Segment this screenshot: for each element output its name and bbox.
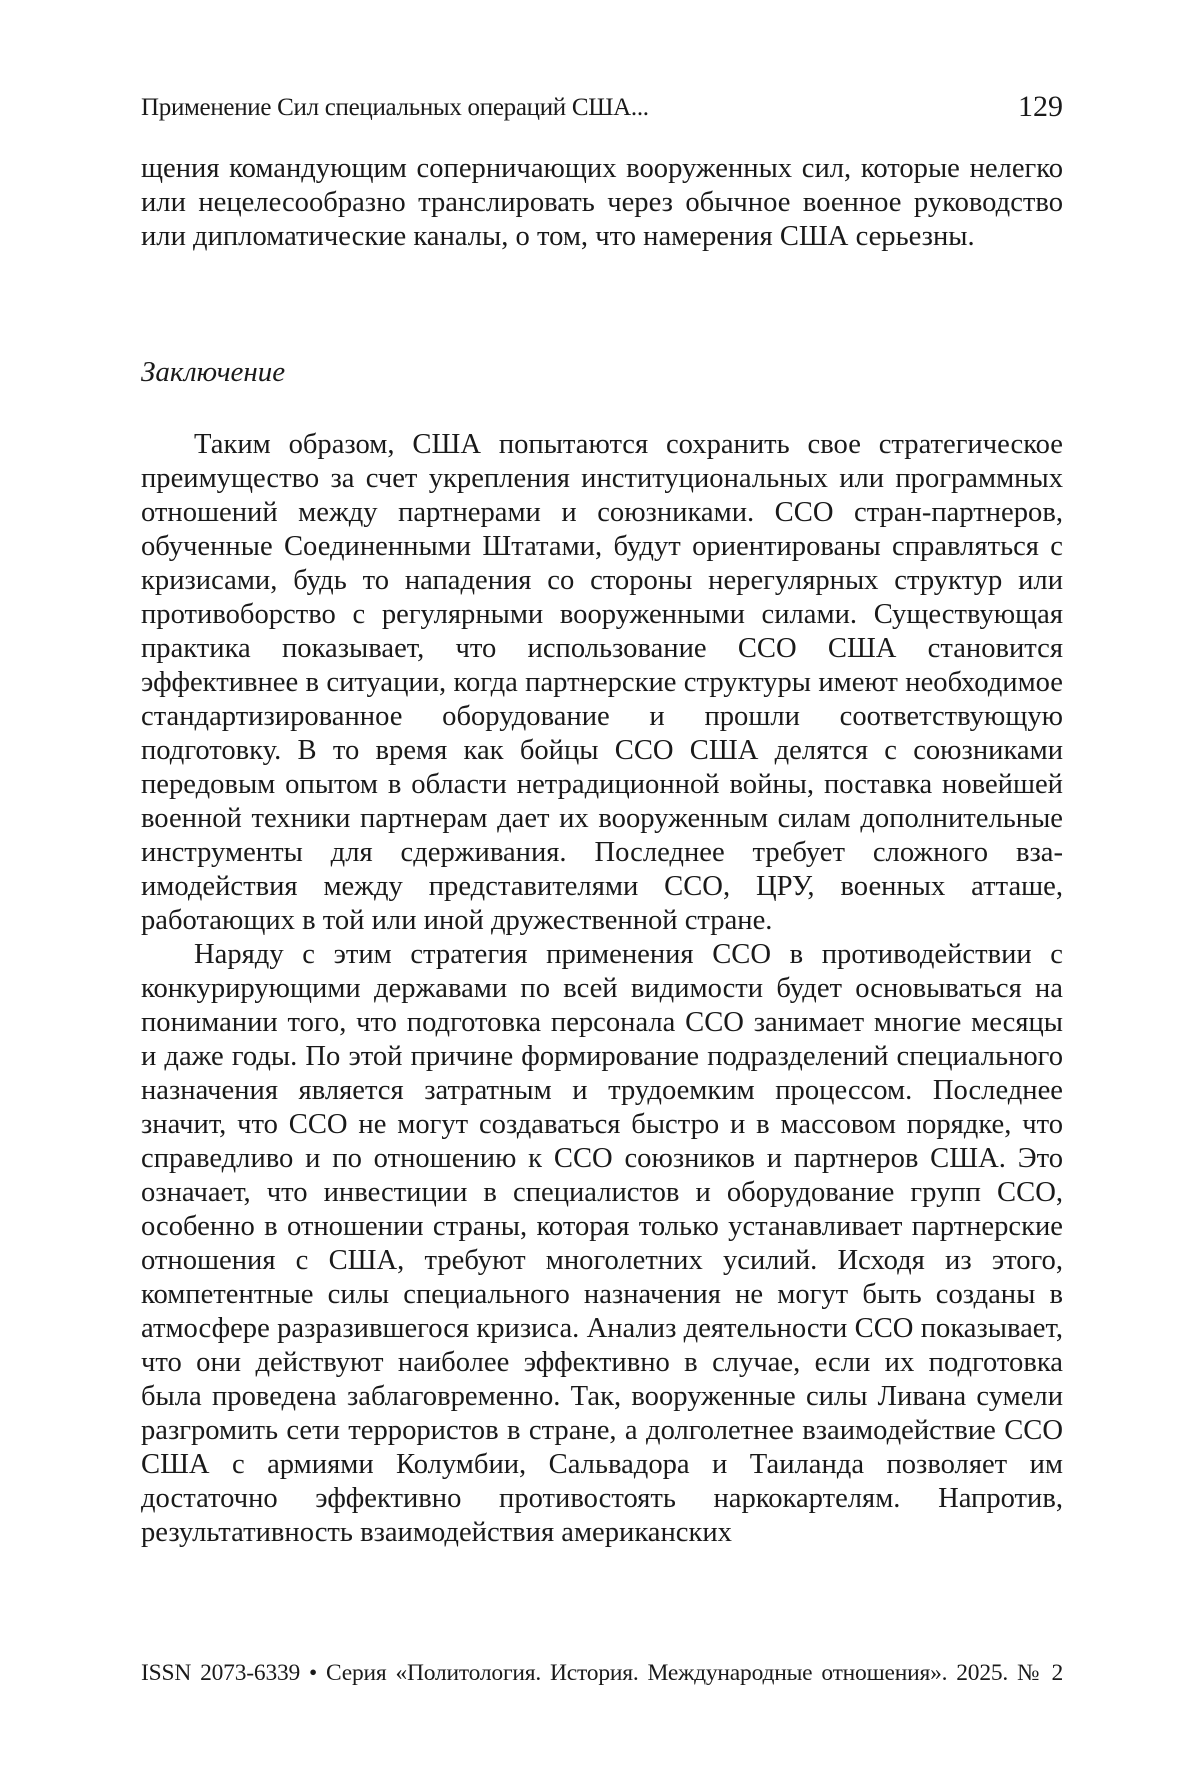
continued-paragraph: щения командующим соперничающих вооруженных сил, которые нелегко или нецелесообразно транслировать через обычное воен­ное руководство или дипломатические каналы, о том, что намере­ния США серьезны. (141, 152, 1063, 254)
page-number: 129 (1018, 90, 1063, 124)
journal-page (141, 0, 1063, 1780)
continued-paragraph-block (141, 152, 1063, 254)
running-head (141, 90, 1063, 130)
running-title: Применение Сил специальных операций США... (141, 94, 649, 122)
section-heading: Заключение (141, 356, 285, 389)
journal-footer: ISSN 2073-6339 • Серия «Политология. История. Международные отношения». 2025. № 2 (141, 1660, 1063, 1687)
conclusion-section (141, 428, 1063, 1550)
paragraph: Наряду с этим стратегия применения ССО в противодействии с конкурирующими державами по всей видимости будет основы­ваться на понимании того, что подготовка персонала ССО занимает многие месяцы и даже годы. По этой причине формирование подраз­делений специального назначения является затратным и трудоем­ким процессом. Последнее значит, что ССО не могут создаваться быстро и в массовом порядке, что справедливо и по отношению к ССО союзников и партнеров США. Это означает, что инвестиции в специалистов и оборудование групп ССО, особенно в отношении страны, которая только устанавливает партнерские отношения с США, требуют многолетних усилий. Исходя из этого, компетентные силы специального назначения не могут быть созданы в атмосфере разразившегося кризиса. Анализ деятельности ССО показывает, что они действуют наиболее эффективно в случае, если их подготовка была проведена заблаговременно. Так, вооруженные силы Ливана сумели разгромить сети террористов в стране, а долголетнее взаимо­действие ССО США с армиями Колумбии, Сальвадора и Таиланда позволяет им достаточно эффективно противостоять наркокарте­лям. Напротив, результативность взаимодействия американских (141, 938, 1063, 1550)
paragraph: Таким образом, США попытаются сохранить свое стратеги­ческое преимущество за счет укрепления институциональных или программных отношений между партнерами и союзниками. ССО стран-партнеров, обученные Соединенными Штатами, будут ори­ентированы справляться с кризисами, будь то нападения со сто­роны нерегулярных структур или противоборство с регулярными вооруженными силами. Существующая практика показывает, что использование ССО США становится эффективнее в ситуации, когда партнерские структуры имеют необходимое стандартизиро­ванное оборудование и прошли соответствующую подготовку. В то время как бойцы ССО США делятся с союзниками передовым опы­том в области нетрадиционной войны, поставка новейшей военной техники партнерам дает их вооруженным силам дополнительные инструменты для сдерживания. Последнее требует сложного вза­имодействия между представителями ССО, ЦРУ, военных атташе, работающих в той или иной дружественной стране. (141, 428, 1063, 938)
